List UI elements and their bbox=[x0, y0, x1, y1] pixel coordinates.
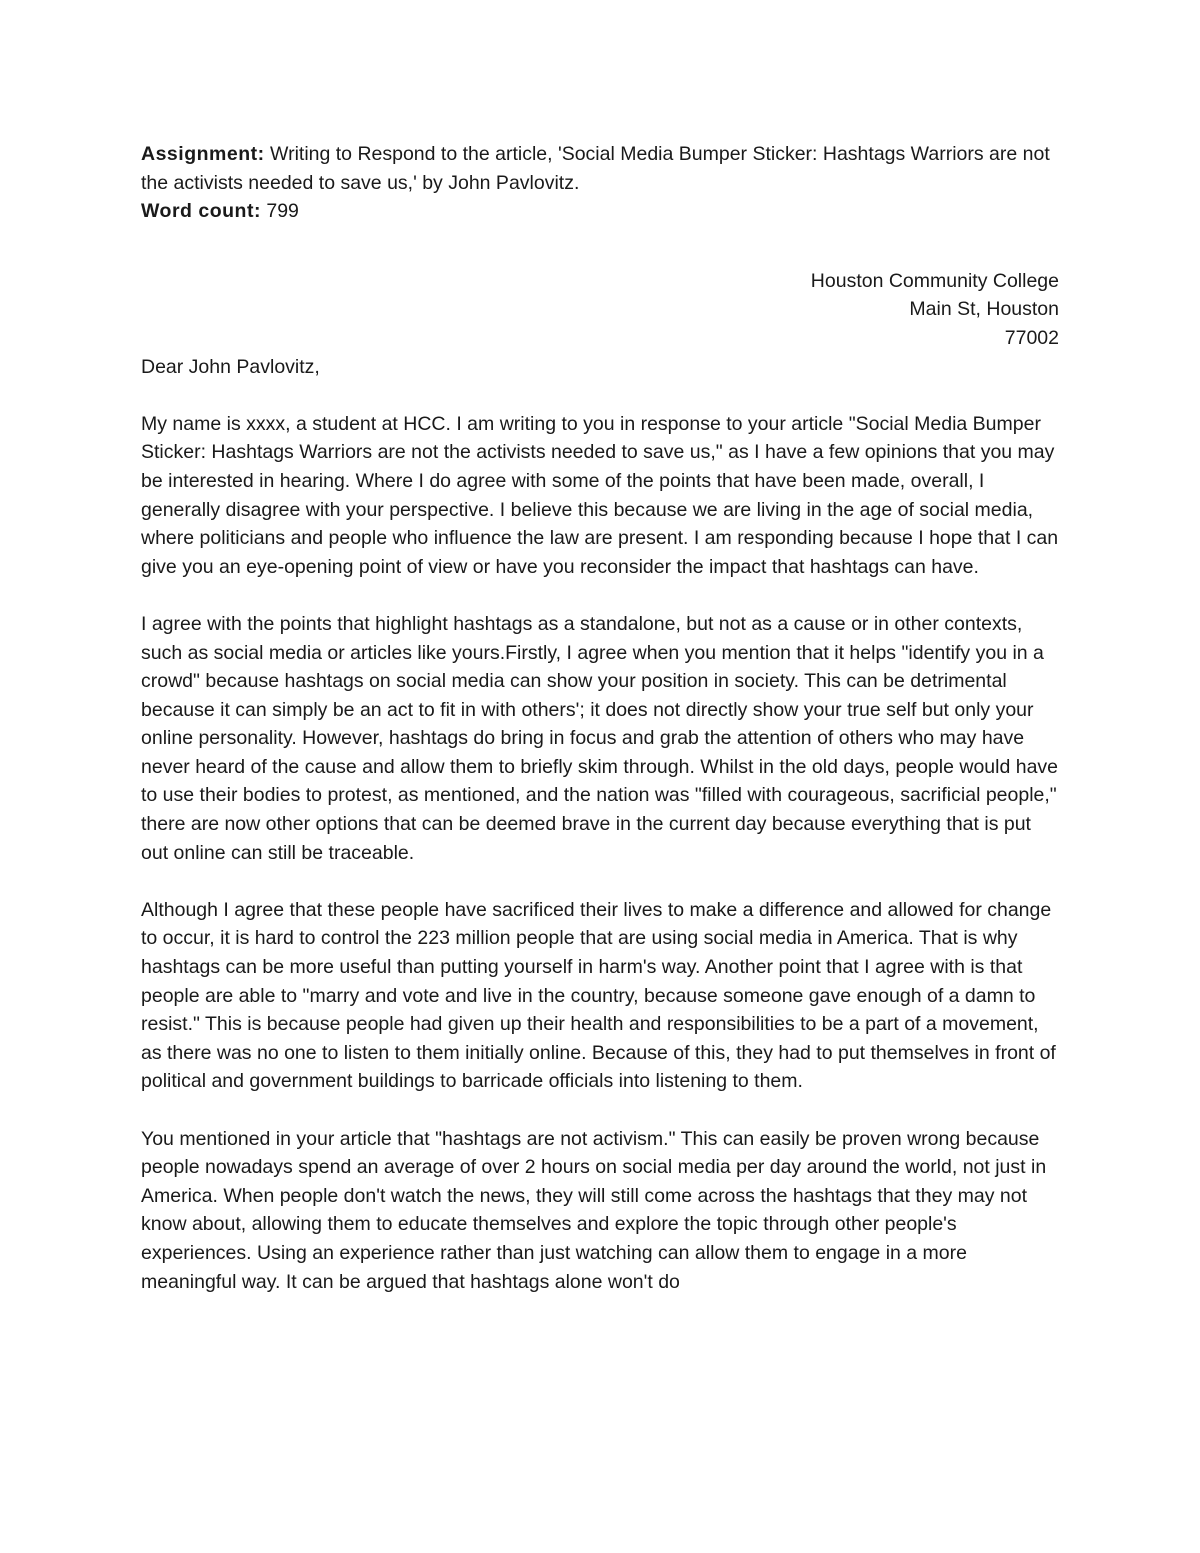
body-paragraph-4: You mentioned in your article that "hashtags are not activism." This can easily be proven wrong because people nowadays spend an average of over 2 hours on social media per day around the world, not just in America. When people don't watch the news, they will still come across the hashtags that they may not know about, allowing them to educate themselves and explore the topic through other people's experiences. Using an experience rather than just watching can allow them to engage in a more meaningful way. It can be argued that hashtags alone won't do bbox=[141, 1127, 1047, 1293]
address-line-2: Main St, Houston bbox=[909, 298, 1059, 321]
sender-address bbox=[141, 267, 1061, 353]
word-count-value: 799 bbox=[260, 200, 299, 223]
address-line-3: 77002 bbox=[1004, 326, 1059, 349]
body-paragraph-3: Although I agree that these people have sacrificed their lives to make a difference and allowed for change to occur, it is hard to control the 223 million people that are using social media in America. That is why hashtags can be more useful than putting yourself in harm's way. Another point that I agree with is that people are able to "marry and vote and live in the country, because someone gave enough of a damn to resist." This is because people had given up their health and responsibilities to be a part of a movement, as there was no one to listen to them initially online. Because of this, they had to put themselves in front of political and government buildings to barricade officials into listening to them. bbox=[141, 898, 1056, 1093]
body-paragraph-2: I agree with the points that highlight hashtags as a standalone, but not as a cause or in other contexts, such as social media or articles like yours.Firstly, I agree when you mention that it helps "identify you in a crowd" because hashtags on social media can show your position in society. This can be detrimental because it can simply be an act to fit in with others'; it does not directly show your true self but only your online personality. However, hashtags do bring in focus and grab the attention of others who may have never heard of the cause and allow them to briefly skim through. Whilst in the old days, people would have to use their bodies to protest, as mentioned, and the nation was "filled with courageous, sacrificial people," there are now other options that can be deemed brave in the current day because everything that is put out online can still be traceable. bbox=[141, 612, 1059, 864]
address-line-1: Houston Community College bbox=[810, 269, 1059, 292]
word-count-line bbox=[141, 197, 1061, 226]
assignment-line bbox=[141, 140, 1061, 197]
assignment-label: Assignment: bbox=[141, 143, 265, 165]
document-page bbox=[141, 140, 1061, 1296]
assignment-text: Writing to Respond to the article, 'Social Media Bumper Sticker: Hashtags Warriors are not the activists needed to save us,' by John Pavlovitz. bbox=[141, 143, 1050, 194]
salutation: Dear John Pavlovitz, bbox=[141, 355, 320, 378]
word-count-label: Word count: bbox=[141, 200, 261, 223]
assignment-header bbox=[141, 140, 1061, 226]
body-paragraph-1: My name is xxxx, a student at HCC. I am writing to you in response to your article "Social Media Bumper Sticker: Hashtags Warriors are not the activists needed to save us," as I have a few opinions that you may be interested in hearing. Where I do agree with some of the points that have been made, overall, I generally disagree with your perspective. I believe this because we are living in the age of social media, where politicians and people who influence the law are present. I am responding because I hope that I can give you an eye-opening point of view or have you reconsider the impact that hashtags can have. bbox=[141, 412, 1059, 578]
